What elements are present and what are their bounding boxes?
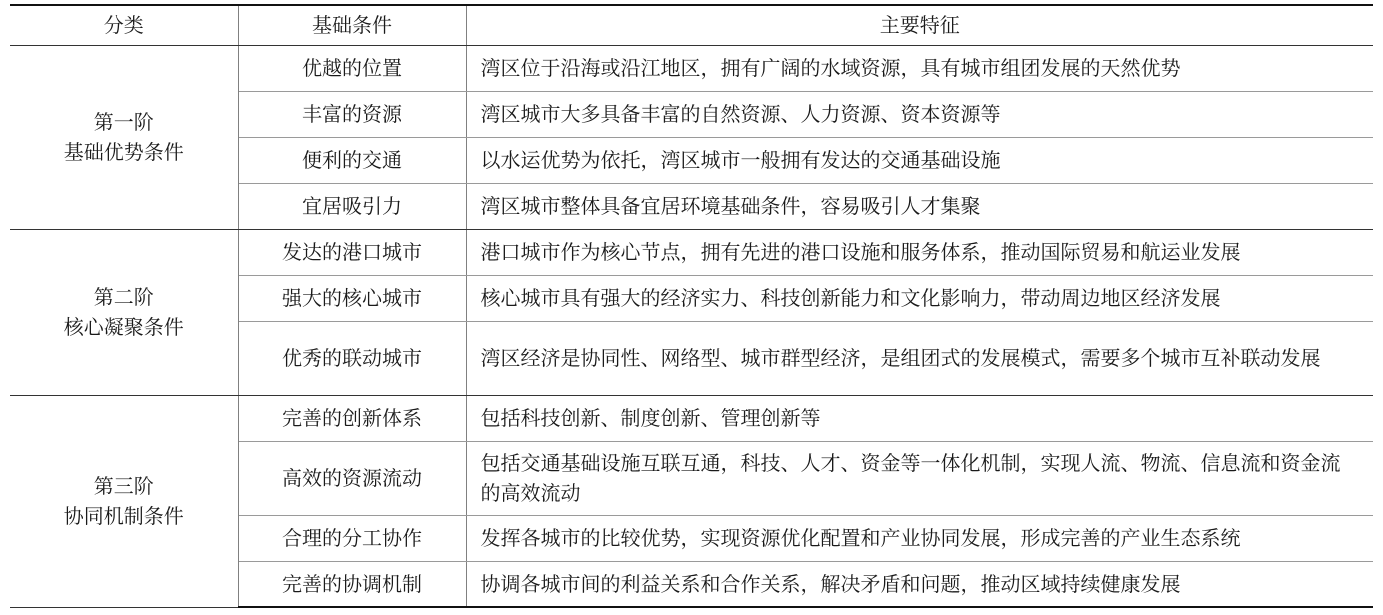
table-row <box>10 229 1373 275</box>
feature-cell: 湾区城市大多具备丰富的自然资源、人力资源、资本资源等 <box>466 91 1373 137</box>
header-condition: 基础条件 <box>238 5 466 45</box>
condition-cell: 优秀的联动城市 <box>238 321 466 395</box>
category-stage-name: 协同机制条件 <box>63 504 184 528</box>
feature-cell: 包括科技创新、制度创新、管理创新等 <box>466 395 1373 441</box>
header-feature: 主要特征 <box>466 5 1373 45</box>
category-stage-name: 基础优势条件 <box>63 140 184 164</box>
category-stage-label: 第一阶 <box>93 110 154 134</box>
category-stage-label: 第三阶 <box>93 474 154 498</box>
condition-cell: 发达的港口城市 <box>238 229 466 275</box>
condition-cell: 强大的核心城市 <box>238 275 466 321</box>
table-row <box>10 45 1373 91</box>
category-cell-stage-2 <box>10 229 238 395</box>
feature-cell: 湾区位于沿海或沿江地区，拥有广阔的水域资源，具有城市组团发展的天然优势 <box>466 45 1373 91</box>
condition-cell: 完善的创新体系 <box>238 395 466 441</box>
feature-cell: 湾区经济是协同性、网络型、城市群型经济，是组团式的发展模式，需要多个城市互补联动发展 <box>466 321 1373 395</box>
feature-cell: 包括交通基础设施互联互通，科技、人才、资金等一体化机制，实现人流、物流、信息流和资金流的高效流动 <box>466 441 1373 515</box>
category-stage-name: 核心凝聚条件 <box>63 315 184 339</box>
condition-cell: 合理的分工协作 <box>238 515 466 561</box>
condition-cell: 高效的资源流动 <box>238 441 466 515</box>
category-cell-stage-3 <box>10 395 238 607</box>
feature-cell: 协调各城市间的利益关系和合作关系，解决矛盾和问题，推动区域持续健康发展 <box>466 561 1373 607</box>
header-category: 分类 <box>10 5 238 45</box>
condition-cell: 完善的协调机制 <box>238 561 466 607</box>
condition-cell: 丰富的资源 <box>238 91 466 137</box>
feature-cell: 以水运优势为依托，湾区城市一般拥有发达的交通基础设施 <box>466 137 1373 183</box>
table-row <box>10 395 1373 441</box>
feature-cell: 湾区城市整体具备宜居环境基础条件，容易吸引人才集聚 <box>466 183 1373 229</box>
category-cell-stage-1 <box>10 45 238 229</box>
feature-cell: 港口城市作为核心节点，拥有先进的港口设施和服务体系，推动国际贸易和航运业发展 <box>466 229 1373 275</box>
category-stage-label: 第二阶 <box>93 285 154 309</box>
condition-cell: 优越的位置 <box>238 45 466 91</box>
condition-cell: 便利的交通 <box>238 137 466 183</box>
condition-cell: 宜居吸引力 <box>238 183 466 229</box>
bay-area-conditions-table <box>10 4 1373 608</box>
feature-cell: 发挥各城市的比较优势，实现资源优化配置和产业协同发展，形成完善的产业生态系统 <box>466 515 1373 561</box>
feature-cell: 核心城市具有强大的经济实力、科技创新能力和文化影响力，带动周边地区经济发展 <box>466 275 1373 321</box>
table-header-row <box>10 5 1373 45</box>
